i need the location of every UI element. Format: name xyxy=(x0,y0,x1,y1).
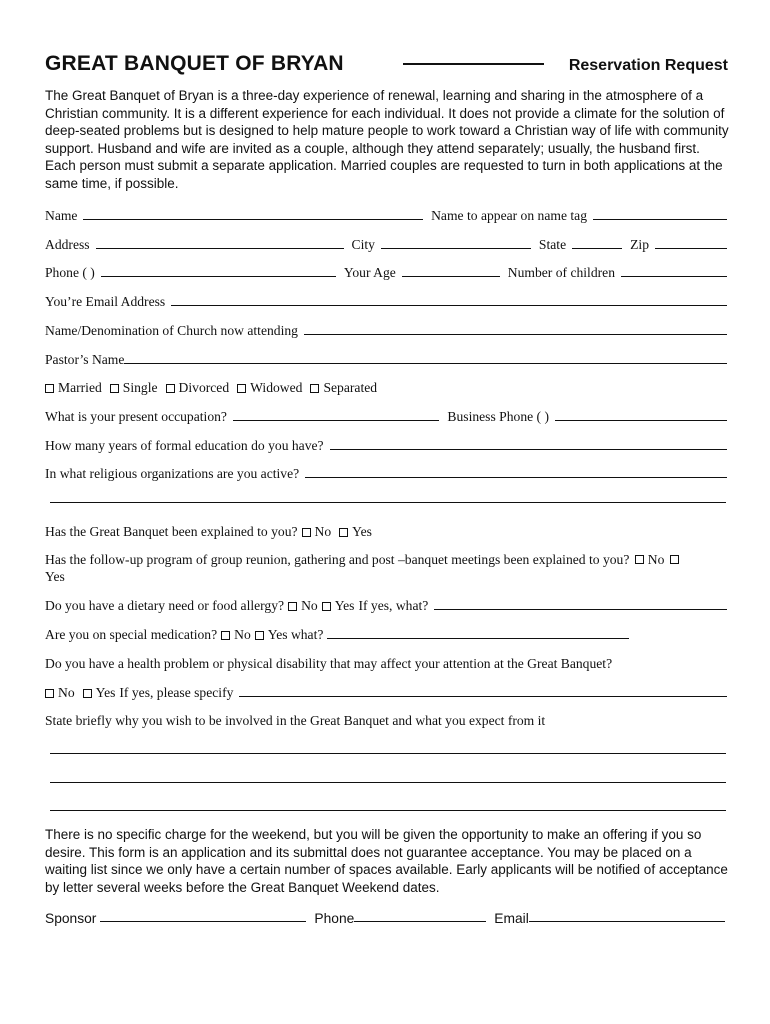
medication-yes-label: Yes what? xyxy=(267,627,324,642)
widowed-label: Widowed xyxy=(250,380,303,395)
form-title: GREAT BANQUET OF BRYAN xyxy=(45,52,344,75)
sponsor-field[interactable] xyxy=(100,921,306,922)
church-row xyxy=(45,319,727,339)
title-rule xyxy=(403,63,544,65)
organizations-row xyxy=(45,462,727,482)
single-label: Single xyxy=(122,380,158,395)
children-field[interactable] xyxy=(621,276,727,277)
state-label: State xyxy=(538,237,567,252)
phone-row xyxy=(45,261,727,281)
business-phone-label: Business Phone ( ) xyxy=(447,409,549,424)
followup-question xyxy=(45,551,727,585)
address-row xyxy=(45,233,727,253)
marital-option-married[interactable] xyxy=(45,380,102,396)
medication-yes-option[interactable] xyxy=(253,627,324,643)
health-yes-checkbox[interactable] xyxy=(83,689,92,698)
form-subtitle: Reservation Request xyxy=(568,57,728,74)
sponsor-email-field[interactable] xyxy=(529,921,725,922)
dietary-no-label: No xyxy=(301,598,318,613)
medication-row xyxy=(45,623,727,643)
address-label: Address xyxy=(45,237,90,252)
marital-option-separated[interactable] xyxy=(308,380,377,396)
widowed-checkbox[interactable] xyxy=(237,384,246,393)
dietary-yes-label: Yes xyxy=(334,598,355,613)
medication-yes-checkbox[interactable] xyxy=(255,631,264,640)
marital-status-row xyxy=(45,376,727,396)
email-field[interactable] xyxy=(171,305,727,306)
state-field[interactable] xyxy=(572,248,622,249)
why-field-line-3[interactable] xyxy=(50,810,726,811)
separated-label: Separated xyxy=(323,380,378,395)
explained-yes-option[interactable] xyxy=(337,524,372,540)
marital-option-single[interactable] xyxy=(108,380,158,396)
age-label: Your Age xyxy=(343,265,396,280)
medication-no-option[interactable] xyxy=(219,627,251,643)
church-label: Name/Denomination of Church now attending xyxy=(45,323,298,338)
separated-checkbox[interactable] xyxy=(310,384,319,393)
business-phone-field[interactable] xyxy=(555,420,727,421)
followup-label: Has the follow-up program of group reunion, gathering and post –banquet meetings been explained to you? xyxy=(45,552,630,567)
dietary-no-checkbox[interactable] xyxy=(288,602,297,611)
occupation-label: What is your present occupation? xyxy=(45,409,227,424)
followup-no-option[interactable] xyxy=(633,551,684,568)
medication-no-checkbox[interactable] xyxy=(221,631,230,640)
explained-no-checkbox[interactable] xyxy=(302,528,311,537)
divorced-checkbox[interactable] xyxy=(166,384,175,393)
dietary-yes-checkbox[interactable] xyxy=(322,602,331,611)
marital-option-divorced[interactable] xyxy=(164,380,230,396)
followup-yes-label: Yes xyxy=(45,569,65,584)
name-tag-field[interactable] xyxy=(593,219,727,220)
dietary-yes-option[interactable] xyxy=(320,598,355,614)
dietary-followup-label: If yes, what? xyxy=(358,598,429,613)
sponsor-email-label: Email xyxy=(494,911,529,926)
name-label: Name xyxy=(45,208,78,223)
email-row xyxy=(45,290,727,310)
email-label: You’re Email Address xyxy=(45,294,166,309)
health-field[interactable] xyxy=(239,696,727,697)
health-no-label: No xyxy=(58,685,75,700)
name-field[interactable] xyxy=(83,219,423,220)
children-label: Number of children xyxy=(507,265,615,280)
form-header xyxy=(45,52,728,82)
health-followup-label: If yes, please specify xyxy=(119,685,234,700)
pastor-label: Pastor’s Name xyxy=(45,352,125,367)
organizations-field-line-2[interactable] xyxy=(50,502,726,503)
name-tag-label: Name to appear on name tag xyxy=(431,208,587,223)
explained-label: Has the Great Banquet been explained to you? xyxy=(45,524,298,539)
health-answer-row xyxy=(45,681,727,701)
dietary-row xyxy=(45,594,727,614)
age-field[interactable] xyxy=(402,276,500,277)
pastor-field[interactable] xyxy=(124,363,727,364)
health-row xyxy=(45,652,727,672)
why-field-line-2[interactable] xyxy=(50,782,726,783)
city-field[interactable] xyxy=(381,248,531,249)
intro-paragraph: The Great Banquet of Bryan is a three-day experience of renewal, learning and sharing in the atmosphere of a Christian community. It is a different experience for each individual. It does not provide a climate for the solution of deep-seated problems but is designed to help mature people to work toward a Christian way of life with community support. Husband and wife are invited as a couple, although they attend separately; usually, the husband first. Each person must submit a separate application. Married couples are requested to turn in both applications at the same time, if possible. xyxy=(45,88,729,191)
phone-label: Phone ( ) xyxy=(45,265,95,280)
explained-yes-label: Yes xyxy=(352,524,372,539)
name-row xyxy=(45,204,727,224)
dietary-field[interactable] xyxy=(434,609,727,610)
explained-no-label: No xyxy=(314,524,332,539)
followup-no-checkbox[interactable] xyxy=(635,555,644,564)
married-label: Married xyxy=(58,380,102,395)
organizations-label: In what religious organizations are you active? xyxy=(45,466,300,481)
zip-label: Zip xyxy=(630,237,649,252)
pastor-row xyxy=(45,348,727,368)
health-no-checkbox[interactable] xyxy=(45,689,54,698)
sponsor-row xyxy=(45,906,725,926)
occupation-row xyxy=(45,405,727,425)
health-yes-option[interactable] xyxy=(81,685,116,701)
sponsor-phone-label: Phone xyxy=(314,911,355,926)
dietary-no-option[interactable] xyxy=(286,598,318,614)
notice-paragraph: There is no specific charge for the weekend, but you will be given the opportunity to make an offering if you so desire. This form is an application and its submittal does not guarantee acceptance. You may be placed on a waiting list since we only have a certain number of spaces available. Early applicants will be notified of acceptance by letter several weeks before the Great Banquet Weekend dates. xyxy=(45,827,728,895)
health-no-option[interactable] xyxy=(45,685,75,701)
sponsor-phone-field[interactable] xyxy=(354,921,486,922)
medication-field[interactable] xyxy=(327,638,629,639)
zip-field[interactable] xyxy=(655,248,727,249)
why-row xyxy=(45,709,727,729)
explained-yes-checkbox[interactable] xyxy=(339,528,348,537)
occupation-field[interactable] xyxy=(233,420,439,421)
church-field[interactable] xyxy=(304,334,727,335)
education-label: How many years of formal education do you have? xyxy=(45,438,324,453)
medication-label: Are you on special medication? xyxy=(45,627,218,642)
followup-yes-checkbox[interactable] xyxy=(670,555,679,564)
address-field[interactable] xyxy=(96,248,344,249)
why-field-line-1[interactable] xyxy=(50,753,726,754)
followup-no-label: No xyxy=(647,552,665,567)
married-checkbox[interactable] xyxy=(45,384,54,393)
medication-no-label: No xyxy=(234,627,251,642)
dietary-label: Do you have a dietary need or food allergy? xyxy=(45,598,285,613)
organizations-field[interactable] xyxy=(305,477,727,478)
explained-no-option[interactable] xyxy=(300,524,332,540)
phone-field[interactable] xyxy=(101,276,336,277)
divorced-label: Divorced xyxy=(178,380,230,395)
single-checkbox[interactable] xyxy=(110,384,119,393)
health-yes-label: Yes xyxy=(95,685,116,700)
health-label: Do you have a health problem or physical disability that may affect your attention at the Great Banquet? xyxy=(45,656,613,671)
marital-option-widowed[interactable] xyxy=(235,380,302,396)
city-label: City xyxy=(351,237,375,252)
why-label: State briefly why you wish to be involved in the Great Banquet and what you expect from it xyxy=(45,713,546,728)
sponsor-label: Sponsor xyxy=(45,911,97,926)
education-row xyxy=(45,434,727,454)
explained-row xyxy=(45,520,727,540)
education-field[interactable] xyxy=(330,449,727,450)
